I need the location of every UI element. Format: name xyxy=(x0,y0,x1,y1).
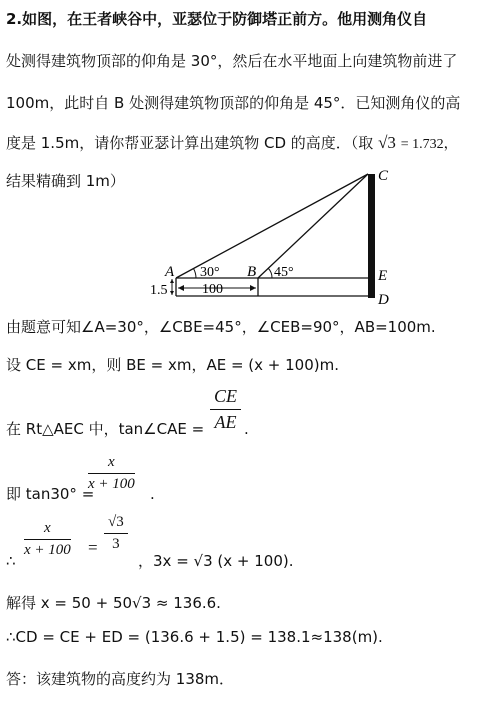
problem-line-1: 2.如图，在王者峡谷中，亚瑟位于防御塔正前方。他用测角仪自 xyxy=(6,10,428,28)
solution-line-6: 解得 x = 50 + 50√3 ≈ 136.6. xyxy=(6,594,221,612)
solution-line-7: ∴CD = CE + ED = (136.6 + 1.5) = 138.1≈138(m). xyxy=(6,628,383,646)
label-d: D xyxy=(378,292,389,308)
solution-line-4 xyxy=(6,483,94,504)
problem-line-5: 结果精确到 1m） xyxy=(6,172,125,190)
sightline-bc xyxy=(258,174,368,278)
fraction-numerator: x xyxy=(24,520,71,540)
arrowhead-left xyxy=(178,285,184,291)
answer-line: 答：该建筑物的高度约为 138m． xyxy=(6,670,235,688)
tan-cae-text: 在 Rt△AEC 中，tan∠CAE = xyxy=(6,420,205,438)
distance-label: 100 xyxy=(202,282,223,297)
angle-arc-a xyxy=(194,269,197,279)
fraction-denominator: x + 100 xyxy=(24,542,71,558)
angle-b-label: 45° xyxy=(274,265,294,280)
fraction-denominator: AE xyxy=(214,412,237,432)
tan30-text: 即 tan30° = xyxy=(6,485,95,503)
fraction-x-x100 xyxy=(88,454,135,493)
fraction-x-x100-2 xyxy=(24,520,71,559)
fraction-numerator: x xyxy=(88,454,135,474)
sightline-ac xyxy=(176,174,368,278)
label-a: A xyxy=(165,264,175,280)
solution-line-1: 由题意可知∠A=30°，∠CBE=45°，∠CEB=90°，AB=100m. xyxy=(6,318,436,336)
equals-sign: = xyxy=(88,538,98,557)
angle-arc-b xyxy=(268,268,272,278)
fraction-ce-ae xyxy=(210,386,241,433)
problem-line-4-text: 度是 1.5m，请你帮亚瑟计算出建筑物 CD 的高度．（取 xyxy=(6,134,374,152)
problem-line-3: 100m，此时自 B 处测得建筑物顶部的仰角是 45°．已知测角仪的高 xyxy=(6,94,461,112)
fraction-numerator: √3 xyxy=(104,514,128,534)
sqrt3-value: = 1.732， xyxy=(400,137,458,152)
therefore-symbol: ∴ xyxy=(6,552,16,570)
height-label: 1.5 xyxy=(150,283,168,298)
angle-a-label: 30° xyxy=(200,265,220,280)
fraction-denominator: x + 100 xyxy=(88,476,135,492)
building-cd xyxy=(368,174,375,298)
geometry-figure xyxy=(0,160,499,310)
solution-line-2: 设 CE = xm，则 BE = xm，AE = (x + 100)m. xyxy=(6,356,339,374)
sqrt3-symbol: √3 xyxy=(378,133,396,152)
solution-line-3 xyxy=(6,418,204,439)
solution-line-4-end: . xyxy=(150,485,155,503)
label-e: E xyxy=(378,268,388,284)
height-arrowhead-down xyxy=(170,291,174,295)
fraction-denominator: 3 xyxy=(112,536,120,552)
solution-line-3-end: . xyxy=(244,420,249,438)
label-c: C xyxy=(378,168,389,184)
arrowhead-right xyxy=(250,285,256,291)
fraction-numerator: CE xyxy=(210,386,241,410)
fraction-sqrt3-3 xyxy=(104,514,128,553)
solution-line-5: ，3x = √3 (x + 100). xyxy=(138,552,294,570)
problem-line-2: 处测得建筑物顶部的仰角是 30°，然后在水平地面上向建筑物前进了 xyxy=(6,52,458,70)
problem-line-4 xyxy=(6,132,458,153)
label-b: B xyxy=(247,264,257,280)
